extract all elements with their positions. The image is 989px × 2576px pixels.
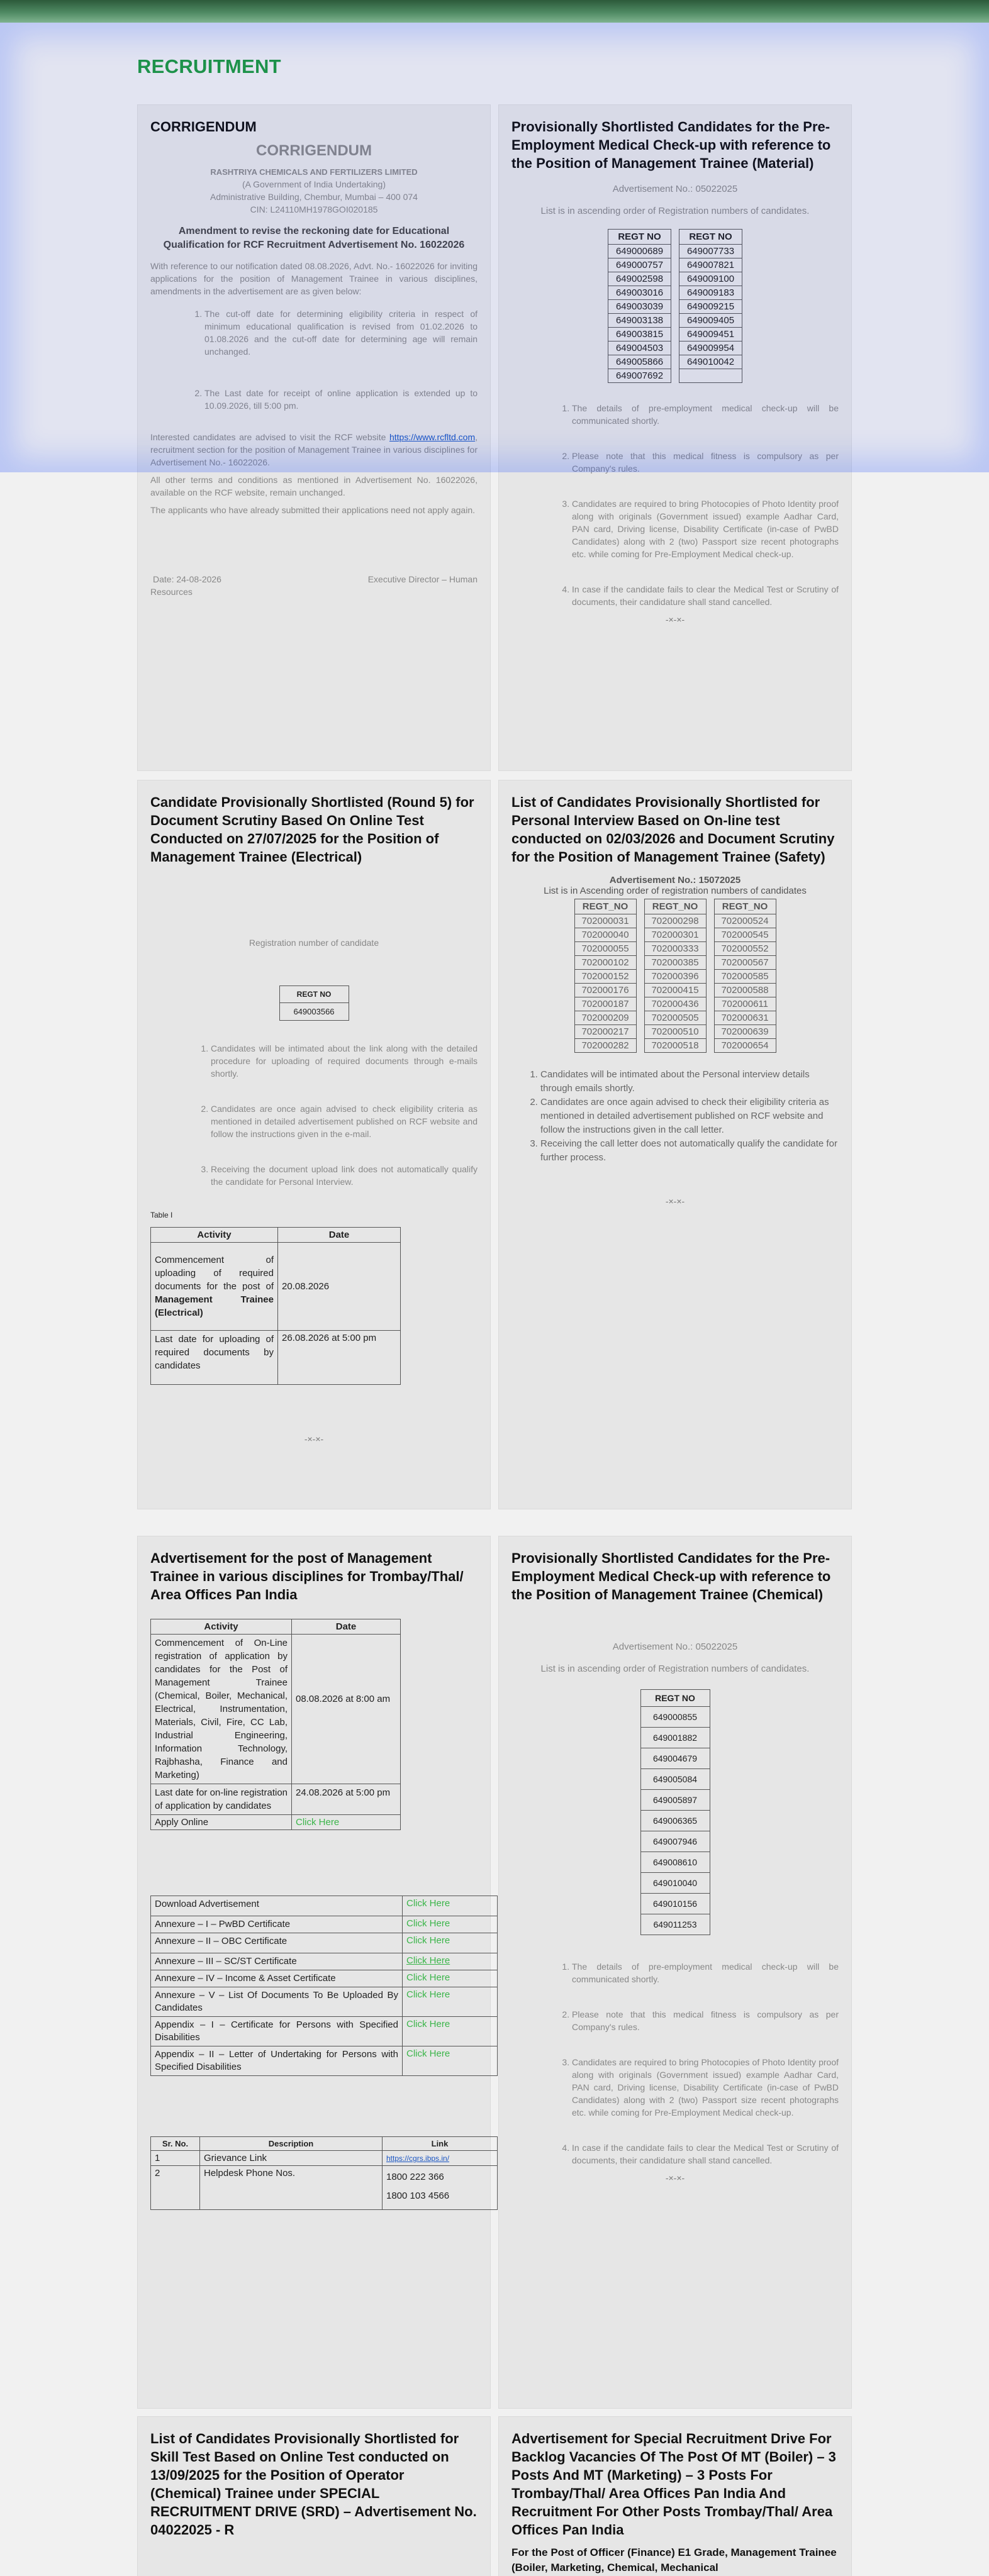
regt-cell: 649007692 <box>608 369 671 383</box>
regt-cell: 649003815 <box>608 328 671 341</box>
special-drive-card <box>498 2416 852 2576</box>
table-row <box>608 369 742 383</box>
spacer <box>706 942 714 956</box>
col-header: REGT_NO <box>644 899 706 914</box>
regt-cell: 649009215 <box>679 300 742 314</box>
corrigendum-point: 1. The cut-off date for determining eligibility criteria in respect of minimum educational qualification is revised from 01.02.2026 to 01.08.2026 and the cut-off date for determining age will remain unchanged. <box>204 308 478 358</box>
regt-cell: 702000510 <box>644 1025 706 1039</box>
corrigendum-para2: All other terms and conditions as mentioned in Advertisement No. 16022026, available on the RCF website, remain unchanged. <box>150 475 478 497</box>
note-point: 3. Candidates are required to bring Photocopies of Photo Identity proof along with originals (Government issued) example Aadhar Card, PAN card, Driving license, Disability Certificate (in-case of PwBD Candidates) along with 2 (two) Passport size recent photographs etc. while coming for Pre-Employment Medical check-up. <box>572 497 839 560</box>
table-row <box>640 1790 710 1811</box>
regt-cell: 649009451 <box>679 328 742 341</box>
table-row <box>640 1811 710 1831</box>
regt-cell: 702000187 <box>574 997 636 1011</box>
col-activity: Activity <box>151 1619 292 1635</box>
spacer <box>636 942 644 956</box>
download-link[interactable]: Click Here <box>406 1918 450 1929</box>
table-row: Last date for on-line registration of application by candidates 24.08.2026 at 5:00 pm <box>151 1784 401 1815</box>
spacer <box>671 245 679 258</box>
table-row <box>640 1873 710 1894</box>
page-title: RECRUITMENT <box>137 55 281 77</box>
medical-chemical-heading: Provisionally Shortlisted Candidates for the Pre-Employment Medical Check-up with reference to the Position of Management Trainee (Chemical) <box>511 1550 831 1602</box>
table-row <box>574 956 776 970</box>
regt-cell: 702000102 <box>574 956 636 970</box>
regt-cell: 702000631 <box>714 1011 776 1025</box>
download-label: Appendix – I – Certificate for Persons with Specified Disabilities <box>151 2017 403 2046</box>
col-header: REGT NO <box>679 230 742 245</box>
helpdesk-phone: 1800 103 4566 <box>386 2190 450 2201</box>
download-link[interactable]: Click Here <box>406 2048 450 2059</box>
regt-cell: 702000654 <box>714 1039 776 1053</box>
regt-cell: 649009183 <box>679 286 742 300</box>
spacer <box>671 355 679 369</box>
download-label: Annexure – III – SC/ST Certificate <box>151 1953 403 1970</box>
table-row: Commencement of On-Line registration of application by candidates for the Post of Management Trainee (Chemical, Boiler, Mechanical, Electrical, Instrumentation, Materials, Civil, Fire, CC Lab, Industrial Engineering, Information Technology, Rajbhasha, Finance and Marketing) 08.08.2026 at 8:00 am <box>151 1635 401 1784</box>
corrigendum-points <box>188 308 478 412</box>
download-row <box>151 1953 498 1970</box>
medical-chemical-card <box>498 1536 852 2409</box>
medical-material-card <box>498 104 852 771</box>
note-point: 3. Candidates are required to bring Photocopies of Photo Identity proof along with originals (Government issued) example Aadhar Card, PAN card, Driving license, Disability Certificate (in-case of PwBD Candidates) along with 2 (two) Passport size recent photographs etc. while coming for Pre-Employment Medical check-up. <box>572 2056 839 2119</box>
end-stars: -×-×- <box>665 2173 685 2183</box>
table-caption: Table I <box>150 1211 173 1219</box>
download-row <box>151 1970 498 1987</box>
table-row <box>640 1769 710 1790</box>
spacer <box>636 914 644 928</box>
download-link[interactable]: Click Here <box>406 1935 450 1946</box>
spacer <box>671 230 679 245</box>
col-srno: Sr. No. <box>151 2137 200 2151</box>
spacer <box>706 970 714 984</box>
table-row <box>574 928 776 942</box>
regt-cell: 649010040 <box>640 1873 710 1894</box>
download-row <box>151 2017 498 2046</box>
table-row <box>608 314 742 328</box>
table-row: Last date for uploading of required documents by candidates 26.08.2026 at 5:00 pm <box>151 1331 401 1385</box>
skill-test-heading: List of Candidates Provisionally Shortlisted for Skill Test Based on Online Test conducted on 13/09/2025 for the Position of Operator (Chemical) Trainee under SPECIAL RECRUITMENT DRIVE (SRD) – Advertisement No. 04022025 - R <box>150 2431 477 2538</box>
spacer <box>706 1025 714 1039</box>
reg-label: Registration number of candidate <box>249 938 379 948</box>
electrical-points <box>194 1042 478 1188</box>
table-row <box>640 1852 710 1873</box>
col-date: Date <box>278 1228 401 1243</box>
download-label: Annexure – IV – Income & Asset Certificate <box>151 1970 403 1987</box>
regt-cell: 702000301 <box>644 928 706 942</box>
note-point: 1. The details of pre-employment medical check-up will be communicated shortly. <box>572 402 839 427</box>
spacer <box>706 914 714 928</box>
regt-cell: 702000567 <box>714 956 776 970</box>
regt-cell: 649008610 <box>640 1852 710 1873</box>
download-link[interactable]: Click Here <box>406 2019 450 2029</box>
regt-cell: 649007821 <box>679 258 742 272</box>
download-row <box>151 1987 498 2017</box>
list-order-note: List is in ascending order of Registration numbers of candidates. <box>540 206 810 216</box>
apply-online-link[interactable]: Click Here <box>296 1817 340 1828</box>
regt-cell: 649010042 <box>679 355 742 369</box>
regt-cell: 649009405 <box>679 314 742 328</box>
download-row <box>151 1933 498 1953</box>
corrigendum-subheading: CORRIGENDUM <box>256 142 372 159</box>
org-address: Administrative Building, Chembur, Mumbai – 400 074 <box>210 192 418 202</box>
table-row <box>608 245 742 258</box>
skill-test-card <box>137 2416 491 2576</box>
table-row <box>640 1914 710 1935</box>
end-stars: -×-×- <box>665 1196 685 1206</box>
spacer <box>671 341 679 355</box>
regt-table <box>279 985 349 1021</box>
note-point: 1. Candidates will be intimated about the Personal interview details through emails shortly. <box>540 1068 839 1096</box>
regt-cell: 702000396 <box>644 970 706 984</box>
download-link[interactable]: Click Here <box>406 1972 450 1983</box>
regt-cell: 702000518 <box>644 1039 706 1053</box>
regt-cell: 649007946 <box>640 1831 710 1852</box>
regt-cell: 649007733 <box>679 245 742 258</box>
regt-cell <box>679 369 742 383</box>
spacer <box>706 1039 714 1053</box>
electrical-scrutiny-card <box>137 780 491 1509</box>
table-row <box>608 258 742 272</box>
table-row: Apply Online Click Here <box>151 1815 401 1830</box>
col-link: Link <box>383 2137 498 2151</box>
table-row <box>608 355 742 369</box>
regt-cell: 649000855 <box>640 1707 710 1728</box>
spacer <box>636 970 644 984</box>
table-header-row <box>608 230 742 245</box>
regt-cell: 702000611 <box>714 997 776 1011</box>
org-name: RASHTRIYA CHEMICALS AND FERTILIZERS LIMITED <box>210 167 418 177</box>
spacer <box>706 1011 714 1025</box>
download-label: Annexure – II – OBC Certificate <box>151 1933 403 1953</box>
end-stars: -×-×- <box>304 1434 324 1444</box>
regt-cell: 649009100 <box>679 272 742 286</box>
regt-cell: 702000152 <box>574 970 636 984</box>
note-point: 2. Please note that this medical fitness is compulsory as per Company's rules. <box>572 450 839 475</box>
regt-cell: 702000176 <box>574 984 636 997</box>
regt-cell: 702000545 <box>714 928 776 942</box>
spacer <box>706 928 714 942</box>
regt-cell: 649003138 <box>608 314 671 328</box>
regt-cell: 649000689 <box>608 245 671 258</box>
safety-interview-card <box>498 780 852 1509</box>
download-label: Appendix – II – Letter of Undertaking for Persons with Specified Disabilities <box>151 2046 403 2076</box>
org-sub: (A Government of India Undertaking) <box>242 179 386 189</box>
regt-cell: 702000639 <box>714 1025 776 1039</box>
regt-cell: 649005866 <box>608 355 671 369</box>
col-date: Date <box>292 1619 401 1635</box>
table-row <box>574 970 776 984</box>
note-point: 3. Receiving the document upload link does not automatically qualify the candidate for Personal Interview. <box>211 1163 478 1188</box>
note-point: 2. Candidates are once again advised to check their eligibility criteria as mentioned in detailed advertisement published on RCF website and follow the instructions given in the call letter. <box>540 1096 839 1137</box>
list-order-note: List is in Ascending order of registration numbers of candidates <box>544 886 807 896</box>
download-row <box>151 1916 498 1933</box>
regt-cell: 702000031 <box>574 914 636 928</box>
spacer <box>671 258 679 272</box>
advt-number: Advertisement No.: 05022025 <box>612 1641 738 1652</box>
regt-cell: 649000757 <box>608 258 671 272</box>
rcf-website-link[interactable]: https://www.rcfltd.com <box>389 432 476 442</box>
table-row <box>608 272 742 286</box>
signatory-line2: Resources <box>150 587 193 597</box>
table-row: 1 Grievance Link https://cgrs.ibps.in/ <box>151 2151 498 2166</box>
electrical-scrutiny-heading: Candidate Provisionally Shortlisted (Round 5) for Document Scrutiny Based On Online Test Conducted on 27/07/2025 for the Position of Management Trainee (Electrical) <box>150 794 474 865</box>
special-drive-heading: Advertisement for Special Recruitment Drive For Backlog Vacancies Of The Post Of MT (Boiler) – 3 Posts And MT (Marketing) – 3 Posts For Trombay/Thal/ Area Offices Pan India And Recruitment For Other Posts Trombay/Thal/ Area Offices Pan India <box>511 2431 836 2538</box>
helpdesk-table <box>150 2136 498 2210</box>
note-point: 2. Please note that this medical fitness is compulsory as per Company's rules. <box>572 2008 839 2033</box>
table-row <box>640 1748 710 1769</box>
regt-cell: 649009954 <box>679 341 742 355</box>
table-row <box>640 1707 710 1728</box>
corrigendum-para1: Interested candidates are advised to visit the RCF website https://www.rcfltd.com, recruitment section for the position of Management Trainee in various disciplines for Advertisement No.- 16022026. <box>150 432 478 467</box>
col-header: REGT NO <box>640 1690 710 1707</box>
medical-material-heading: Provisionally Shortlisted Candidates for the Pre-Employment Medical Check-up with reference to the Position of Management Trainee (Material) <box>511 119 831 171</box>
mt-advertisement-heading: Advertisement for the post of Management Trainee in various disciplines for Trombay/Thal/ Area Offices Pan India <box>150 1550 464 1602</box>
corrigendum-point: 2. The Last date for receipt of online application is extended up to 10.09.2026, till 5:00 pm. <box>204 387 478 412</box>
table-row <box>574 914 776 928</box>
table-row <box>574 1011 776 1025</box>
regt-cell: 702000209 <box>574 1011 636 1025</box>
table-row <box>608 341 742 355</box>
spacer <box>671 286 679 300</box>
regt-cell: 702000524 <box>714 914 776 928</box>
spacer <box>671 369 679 383</box>
spacer <box>636 956 644 970</box>
note-point: 1. The details of pre-employment medical check-up will be communicated shortly. <box>572 1960 839 1985</box>
table-row <box>640 1894 710 1914</box>
regt-table <box>608 229 742 383</box>
regt-cell: 702000217 <box>574 1025 636 1039</box>
regt-cell: 649003039 <box>608 300 671 314</box>
table-row <box>608 286 742 300</box>
download-row <box>151 1896 498 1916</box>
regt-cell: 702000415 <box>644 984 706 997</box>
spacer <box>671 272 679 286</box>
medical-material-points <box>556 402 839 608</box>
download-row <box>151 2046 498 2076</box>
table-row <box>640 1728 710 1748</box>
regt-cell: 702000040 <box>574 928 636 942</box>
regt-cell: 702000505 <box>644 1011 706 1025</box>
corrigendum-heading: CORRIGENDUM <box>150 119 257 135</box>
download-link[interactable]: Click Here <box>406 1955 450 1966</box>
upload-schedule-table <box>150 1227 401 1385</box>
table-row <box>608 300 742 314</box>
regt-cell: 702000585 <box>714 970 776 984</box>
regt-cell: 649005897 <box>640 1790 710 1811</box>
col-activity: Activity <box>151 1228 278 1243</box>
regt-cell: 702000298 <box>644 914 706 928</box>
download-link[interactable]: Click Here <box>406 1989 450 2000</box>
regt-cell: 649006365 <box>640 1811 710 1831</box>
table-row <box>574 1025 776 1039</box>
corrigendum-date: Date: 24-08-2026 <box>153 574 221 584</box>
top-banner-image <box>0 0 989 23</box>
table-row: 2 Helpdesk Phone Nos. 1800 222 366 1800 103 4566 <box>151 2166 498 2210</box>
download-link[interactable]: Click Here <box>406 1898 450 1909</box>
spacer <box>636 984 644 997</box>
mt-advertisement-card <box>137 1536 491 2409</box>
list-order-note: List is in ascending order of Registration numbers of candidates. <box>540 1663 810 1674</box>
registration-schedule-table <box>150 1619 401 1830</box>
table-row <box>640 1831 710 1852</box>
corrigendum-para3: The applicants who have already submitted their applications need not apply again. <box>150 505 475 515</box>
corrigendum-footer <box>150 573 478 586</box>
spacer <box>671 300 679 314</box>
helpdesk-phone: 1800 222 366 <box>386 2172 444 2182</box>
regt-cell: 649011253 <box>640 1914 710 1935</box>
regt-cell: 702000385 <box>644 956 706 970</box>
regt-cell: 702000588 <box>714 984 776 997</box>
regt-cell: 649010156 <box>640 1894 710 1914</box>
download-label: Annexure – I – PwBD Certificate <box>151 1916 403 1933</box>
regt-cell: 702000552 <box>714 942 776 956</box>
note-point: 1. Candidates will be intimated about the link along with the detailed procedure for uploading of required documents through e-mails shortly. <box>211 1042 478 1080</box>
grievance-link[interactable]: https://cgrs.ibps.in/ <box>386 2154 450 2163</box>
download-label: Annexure – V – List Of Documents To Be Uploaded By Candidates <box>151 1987 403 2017</box>
note-point: 2. Candidates are once again advised to check eligibility criteria as mentioned in detailed advertisement published on RCF website and follow the instructions given in the e-mail. <box>211 1102 478 1140</box>
table-row <box>574 942 776 956</box>
regt-cell: 649005084 <box>640 1769 710 1790</box>
regt-cell: 649001882 <box>640 1728 710 1748</box>
downloads-table <box>150 1896 498 2076</box>
spacer <box>706 984 714 997</box>
regt-value: 649003566 <box>279 1003 349 1021</box>
spacer <box>636 1025 644 1039</box>
note-point: 4. In case if the candidate fails to clear the Medical Test or Scrutiny of documents, their candidature shall stand cancelled. <box>572 2141 839 2167</box>
amendment-title: Amendment to revise the reckoning date for Educational Qualification for RCF Recruitment Advertisement No. 16022026 <box>163 226 465 250</box>
col-header: REGT NO <box>608 230 671 245</box>
col-header: REGT_NO <box>714 899 776 914</box>
table-row <box>608 328 742 341</box>
regt-cell: 702000055 <box>574 942 636 956</box>
table-row: Commencement of uploading of required documents for the post of Management Trainee (Electrical) 20.08.2026 <box>151 1243 401 1331</box>
spacer <box>671 314 679 328</box>
safety-points <box>524 1068 839 1165</box>
medical-chemical-points <box>556 1960 839 2167</box>
regt-cell: 702000436 <box>644 997 706 1011</box>
spacer <box>636 1011 644 1025</box>
regt-cell: 649002598 <box>608 272 671 286</box>
spacer <box>706 956 714 970</box>
regt-cell: 649004679 <box>640 1748 710 1769</box>
spacer <box>636 1039 644 1053</box>
table-row <box>574 997 776 1011</box>
table-row <box>574 1039 776 1053</box>
regt-cell: 702000282 <box>574 1039 636 1053</box>
org-cin: CIN: L24110MH1978GOI020185 <box>250 204 378 214</box>
spacer <box>706 997 714 1011</box>
safety-interview-heading: List of Candidates Provisionally Shortlisted for Personal Interview Based on On-line test conducted on 02/03/2026 and Document Scrutiny for the Position of Management Trainee (Safety) <box>511 794 835 865</box>
note-point: 4. In case if the candidate fails to clear the Medical Test or Scrutiny of documents, their candidature shall stand cancelled. <box>572 583 839 608</box>
spacer <box>636 928 644 942</box>
advt-number: Advertisement No.: 05022025 <box>612 184 738 194</box>
signatory: Executive Director – Human <box>367 574 478 584</box>
special-drive-subheading: For the Post of Officer (Finance) E1 Grade, Management Trainee (Boiler, Marketing, Chemical, Mechanical <box>511 2546 837 2573</box>
table-row <box>574 984 776 997</box>
col-header: REGT_NO <box>574 899 636 914</box>
corrigendum-card <box>137 104 491 771</box>
advt-number: Advertisement No.: 15072025 <box>609 875 741 886</box>
regt-table <box>574 899 776 1053</box>
regt-cell: 702000333 <box>644 942 706 956</box>
spacer <box>671 328 679 341</box>
corrigendum-intro: With reference to our notification dated 08.08.2026, Advt. No.- 16022026 for inviting applications for the position of Management Trainee in various disciplines, amendments in the advertisement are as given below: <box>150 261 478 296</box>
spacer <box>636 997 644 1011</box>
download-label: Download Advertisement <box>151 1896 403 1916</box>
regt-cell: 649004503 <box>608 341 671 355</box>
col-header: REGT NO <box>279 986 349 1003</box>
col-desc: Description <box>200 2137 383 2151</box>
regt-cell: 649003016 <box>608 286 671 300</box>
regt-table <box>640 1689 710 1935</box>
note-point: 3. Receiving the call letter does not automatically qualify the candidate for further process. <box>540 1137 839 1165</box>
end-stars: -×-×- <box>665 614 685 625</box>
